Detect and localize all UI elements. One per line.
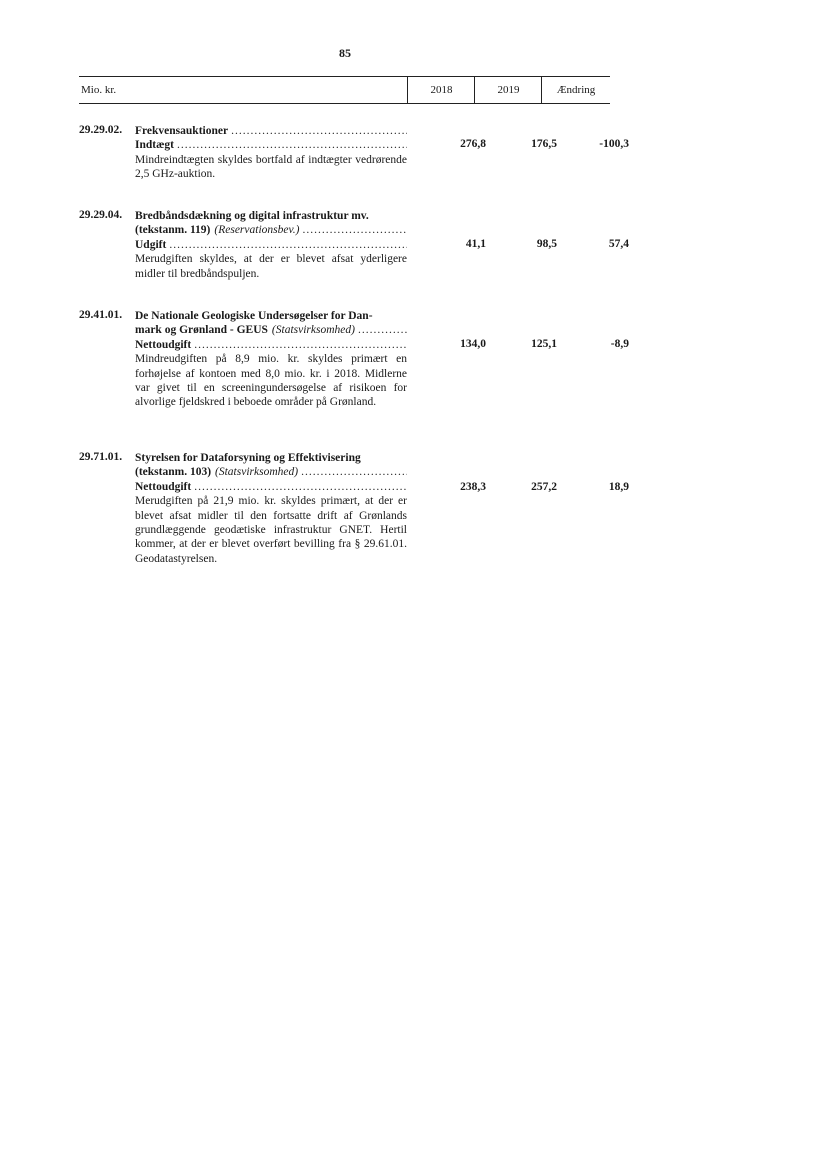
leader-dots	[194, 338, 407, 352]
value-change: -100,3	[599, 138, 629, 150]
leader-dots	[177, 138, 407, 152]
entry-description: Mindreindtægten skyldes bortfald af indtægter vedrørende 2,5 GHz-auktion.	[135, 153, 407, 181]
title-text: Styrelsen for Dataforsyning og Effektivisering	[135, 452, 361, 464]
line-label: Nettoudgift	[135, 338, 192, 351]
leader-dots	[302, 223, 407, 237]
account-number: 29.71.01.	[79, 451, 123, 463]
title-text: (tekstanm. 103)	[135, 466, 212, 479]
entry-title-cont	[135, 223, 407, 237]
title-text: mark og Grønland - GEUS	[135, 324, 268, 337]
entry-text	[135, 309, 407, 410]
value-2018: 238,3	[460, 481, 486, 493]
value-change: 18,9	[608, 481, 629, 493]
line-label: Udgift	[135, 238, 167, 251]
title-text: Bredbåndsdækning og digital infrastruktur mv.	[135, 210, 369, 222]
entry-title-cont	[135, 323, 407, 337]
entry-description: Merudgiften på 21,9 mio. kr. skyldes primært, at der er blevet afsat midler til den fortsatte drift af Grønlands grundlæggende geodætiske infrastruktur GNET. Hertil kommer, at der er blevet overført bevilling fra § 29.61.01. Geodatastyrelsen.	[135, 495, 407, 565]
leader-dots	[358, 323, 407, 337]
header-col-2019: 2019	[497, 84, 520, 96]
line-label-row	[135, 238, 407, 252]
entry-text	[135, 124, 407, 182]
entry-title-cont	[135, 465, 407, 479]
line-label-row	[135, 338, 407, 352]
title-line: Frekvensauktioner	[135, 125, 229, 137]
header-top-rule	[79, 76, 610, 77]
value-2019: 125,1	[531, 338, 557, 350]
appropriation-type: (Statsvirksomhed)	[271, 324, 355, 337]
line-label-row	[135, 480, 407, 494]
value-2018: 276,8	[460, 138, 486, 150]
leader-dots	[194, 480, 407, 494]
leader-dots	[231, 124, 407, 138]
entry-title	[135, 124, 407, 138]
line-label: Nettoudgift	[135, 480, 192, 493]
title-text: De Nationale Geologiske Undersøgelser for Dan-	[135, 310, 373, 322]
value-2019: 98,5	[536, 238, 557, 250]
value-2018: 41,1	[465, 238, 486, 250]
account-number: 29.29.02.	[79, 124, 123, 136]
page-number: 85	[339, 46, 351, 60]
header-col-change: Ændring	[556, 84, 596, 96]
account-number: 29.29.04.	[79, 209, 123, 221]
line-label: Indtægt	[135, 139, 174, 152]
entry-description: Mindreudgiften på 8,9 mio. kr. skyldes primært en forhøjelse af kontoen med 8,0 mio. kr. i 2018. Midlerne var givet til en screeningundersøgelse af risikoen for alvorlige fjeldskred i beboede områder på Grønland.	[135, 353, 407, 409]
value-2019: 257,2	[531, 481, 557, 493]
entry-text	[135, 451, 407, 566]
appropriation-type: (Statsvirksomhed)	[215, 466, 299, 479]
header-col-2018: 2018	[430, 84, 453, 96]
title-line	[135, 451, 407, 465]
leader-dots	[301, 465, 407, 479]
header-bottom-rule	[79, 103, 610, 104]
title-line	[135, 309, 407, 323]
entry-description: Merudgiften skyldes, at der er blevet afsat yderligere midler til bredbåndspuljen.	[135, 253, 407, 280]
leader-dots	[169, 238, 407, 252]
account-number: 29.41.01.	[79, 309, 123, 321]
line-label-row	[135, 138, 407, 152]
value-change: -8,9	[610, 338, 629, 350]
value-2019: 176,5	[531, 138, 557, 150]
appropriation-type: (Reservationsbev.)	[214, 224, 300, 237]
entry-text	[135, 209, 407, 281]
value-change: 57,4	[608, 238, 629, 250]
title-text: (tekstanm. 119)	[135, 224, 211, 237]
title-line	[135, 209, 407, 223]
header-unit: Mio. kr.	[81, 84, 117, 96]
value-2018: 134,0	[460, 338, 486, 350]
